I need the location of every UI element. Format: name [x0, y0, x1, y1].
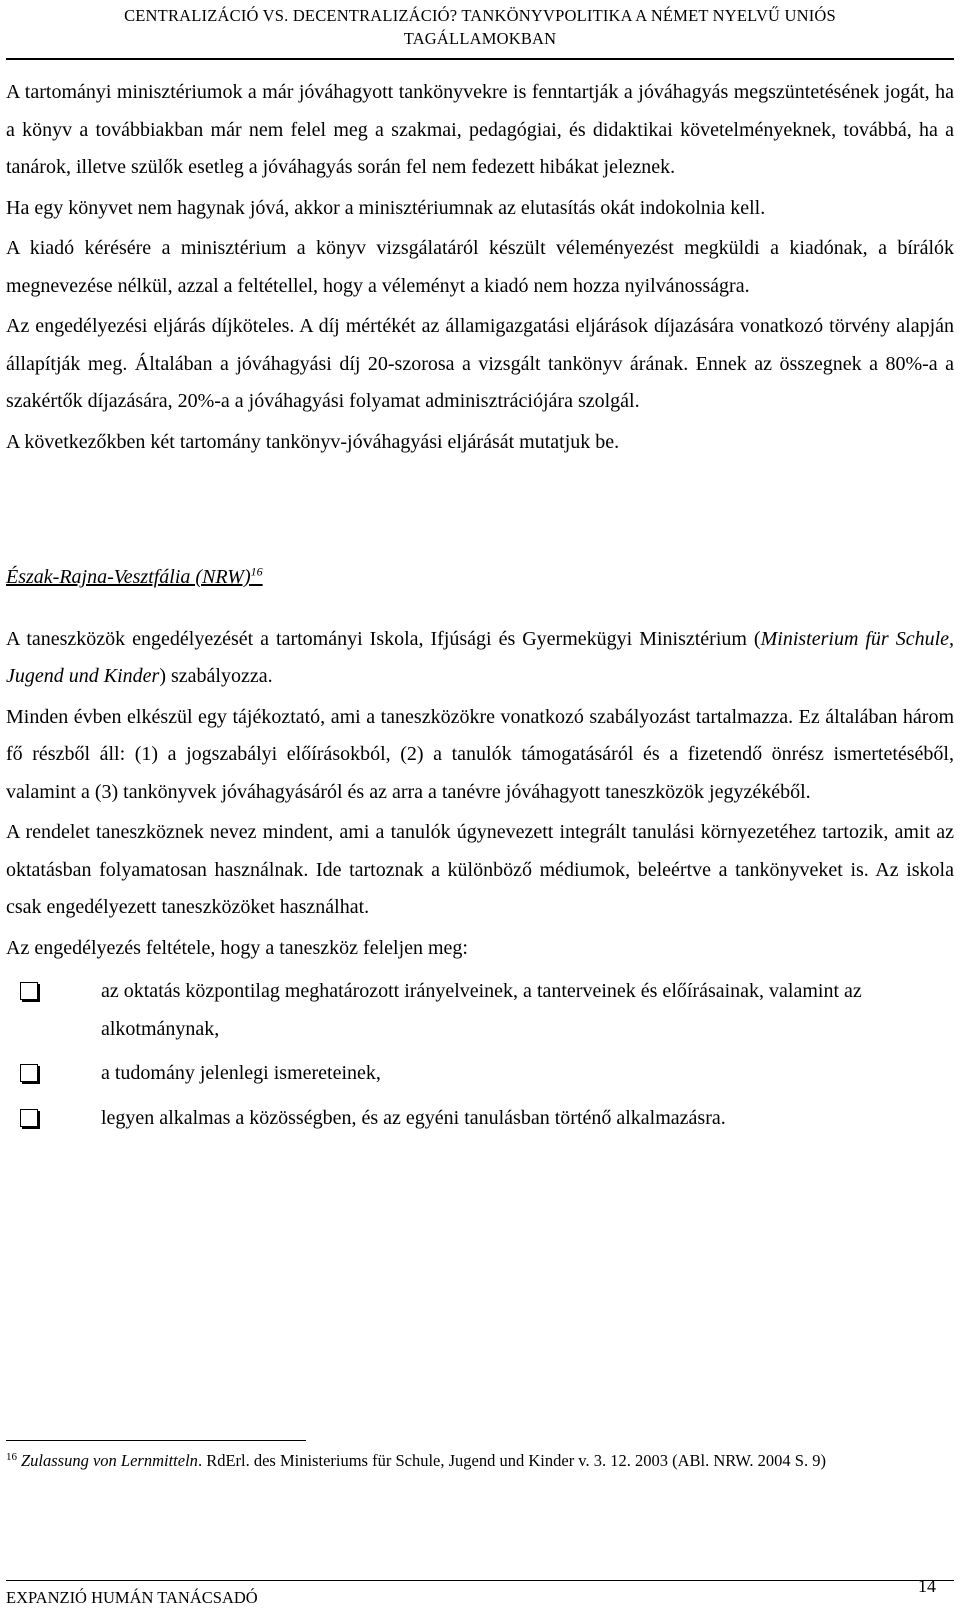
footnote-reference: 16 [250, 564, 263, 579]
footnote-divider [6, 1440, 306, 1441]
footnote-number: 16 [6, 1450, 17, 1463]
paragraph-ministry-text-1: A taneszközök engedélyezését a tartományi Iskola, Ifjúsági és Gyermekügyi Minisztérium ( [6, 627, 761, 650]
footnote [6, 1448, 954, 1473]
footer-divider [6, 1580, 954, 1581]
list-item-text: a tudomány jelenlegi ismereteinek, [101, 1062, 381, 1084]
paragraph-intro-regions: A következőkben két tartomány tankönyv-jóváhagyási eljárását mutatjuk be. [6, 430, 620, 453]
conditions-list [6, 973, 954, 1137]
list-item [6, 973, 954, 1048]
list-item-text: az oktatás központilag meghatározott irányelveinek, a tanterveinek és előírásainak, valamint az alkotmánynak, [101, 980, 862, 1040]
running-header-line-1: CENTRALIZÁCIÓ VS. DECENTRALIZÁCIÓ? TANKÖNYVPOLITIKA A NÉMET NYELVŰ UNIÓS [124, 6, 836, 25]
header-divider [6, 58, 954, 60]
list-item [6, 1055, 954, 1093]
checkbox-bullet-icon [20, 1064, 38, 1082]
list-item-text: legyen alkalmas a közösségben, és az egyéni tanulásban történő alkalmazásra. [101, 1106, 726, 1129]
paragraph-conditions-intro: Az engedélyezés feltétele, hogy a taneszköz feleljen meg: [6, 936, 468, 959]
paragraph-approval-revocation: A tartományi minisztériumok a már jóváhagyott tankönyvekre is fenntartják a jóváhagyás megszüntetésének jogát, ha a könyv a továbbiakban már nem felel meg a szakmai, pedagógiai, és didaktikai követelményeknek, továbbá, ha a tanárok, illetve szülők esetleg a jóváhagyás során fel nem fedezett hibákat jeleznek. [6, 81, 954, 178]
paragraph-definition: A rendelet taneszköznek nevez mindent, ami a tanulók úgynevezett integrált tanulási környezetéhez tartozik, amit az oktatásban folyamatosan használnak. Ide tartoznak a különböző médiumok, beleértve a tankönyveket is. Az iskola csak engedélyezett taneszközöket használhat. [6, 821, 954, 918]
paragraph-review-sharing: A kiadó kérésére a minisztérium a könyv vizsgálatáról készült véleményezést megküldi a kiadónak, a bírálók megnevezése nélkül, azzal a feltétellel, hogy a véleményt a kiadó nem hozza nyilvánosságra. [6, 237, 954, 297]
paragraph-ministry [6, 621, 954, 696]
main-content [6, 74, 954, 1144]
page-number: 14 [918, 1576, 936, 1596]
running-header-line-2: TAGÁLLAMOKBAN [403, 29, 557, 48]
section-title [6, 559, 954, 597]
paragraph-rejection-reason: Ha egy könyvet nem hagynak jóvá, akkor a minisztériumnak az elutasítás okát indokolnia kell. [6, 196, 766, 219]
running-header [0, 4, 960, 50]
paragraph-ministry-text-2: ) szabályozza. [159, 665, 273, 687]
section-title-text: Észak-Rajna-Vesztfália (NRW) [6, 566, 251, 588]
footnote-text: . RdErl. des Ministeriums für Schule, Jugend und Kinder v. 3. 12. 2003 (ABl. NRW. 2004 S. 9) [197, 1451, 826, 1470]
paragraph-annual-guide: Minden évben elkészül egy tájékoztató, ami a taneszközökre vonatkozó szabályozást tartalmazza. Ez általában három fő részből áll: (1) a jogszabályi előírásokból, (2) a tanulók támogatásáról és a fizetendő önrész ismertetéséből, valamint a (3) tankönyvek jóváhagyásáról és az arra a tanévre jóváhagyott taneszközök jegyzékéből. [6, 705, 954, 803]
footnote-title: Zulassung von Lernmitteln [21, 1451, 198, 1470]
paragraph-fee: Az engedélyezési eljárás díjköteles. A díj mértékét az államigazgatási eljárások díjazására vonatkozó törvény alapján állapítják meg. Általában a jóváhagyási díj 20-szorosa a vizsgált tankönyv árának. Ennek az összegnek a 80%-a a szakértők díjazására, 20%-a a jóváhagyási folyamat adminisztrációjára szolgál. [6, 315, 954, 412]
list-item [6, 1100, 954, 1138]
checkbox-bullet-icon [20, 982, 38, 1000]
footer-publisher: EXPANZIÓ HUMÁN TANÁCSADÓ [6, 1588, 258, 1607]
checkbox-bullet-icon [20, 1109, 38, 1127]
ministry-german-name: Ministerium für Schule, Jugend und Kinder [6, 627, 954, 687]
